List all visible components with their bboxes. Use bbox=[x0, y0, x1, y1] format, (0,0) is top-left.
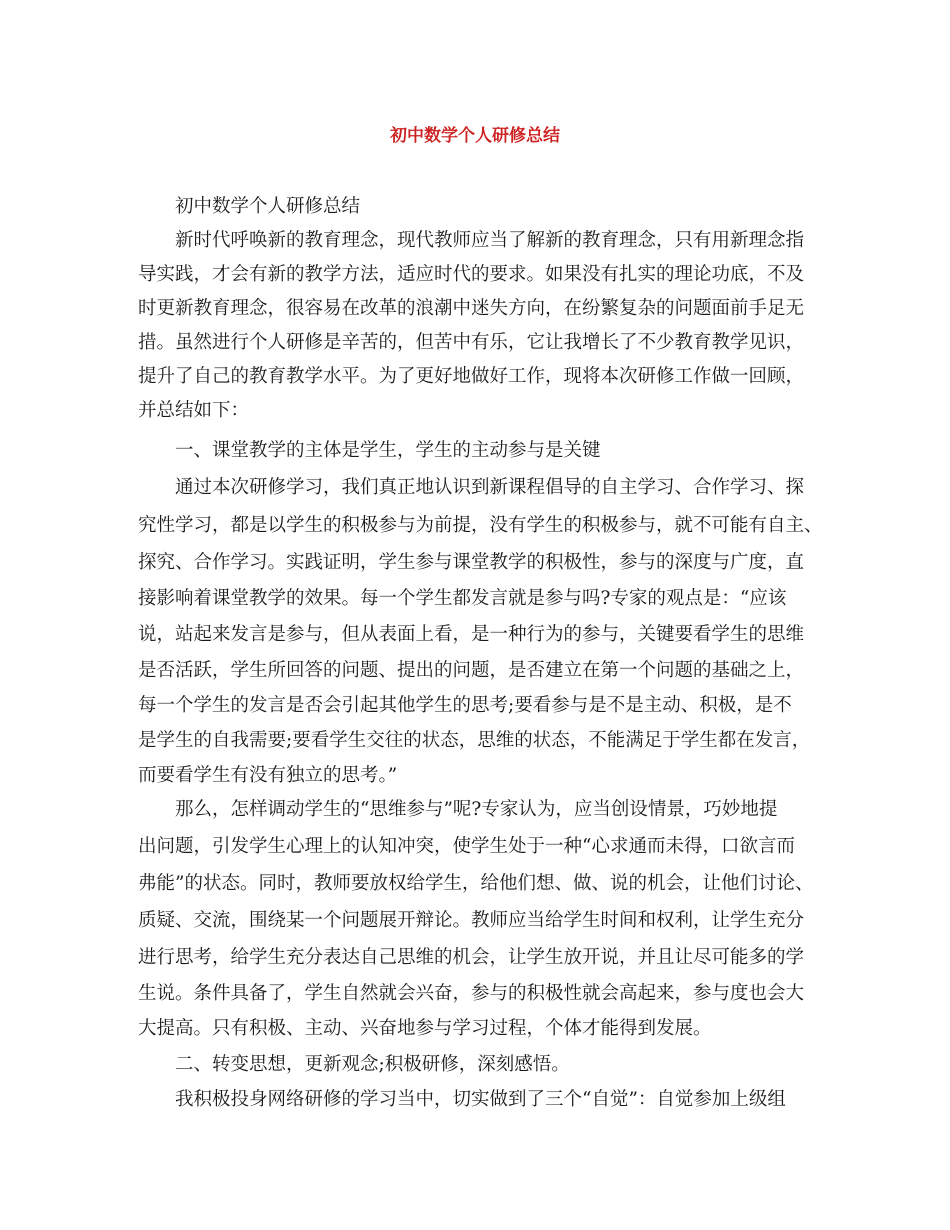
paragraph-line: 措。虽然进行个人研修是辛苦的，但苦中有乐，它让我增长了不少教育教学见识， bbox=[138, 332, 805, 353]
document-title: 初中数学个人研修总结 bbox=[390, 126, 560, 146]
paragraph-line: 那么，怎样调动学生的“思维参与”呢?专家认为，应当创设情景，巧妙地提 bbox=[175, 799, 778, 820]
section-heading: 一、课堂教学的主体是学生，学生的主动参与是关键 bbox=[175, 440, 601, 461]
paragraph-line: 提升了自己的教育教学水平。为了更好地做好工作，现将本次研修工作做一回顾， bbox=[138, 366, 805, 387]
paragraph-line: 并总结如下： bbox=[138, 400, 250, 421]
subtitle-line: 初中数学个人研修总结 bbox=[175, 196, 361, 217]
paragraph-line: 是学生的自我需要;要看学生交往的状态，思维的状态，不能满足于学生都在发言， bbox=[138, 730, 811, 751]
paragraph-line: 质疑、交流，围绕某一个问题展开辩论。教师应当给学生时间和权利，让学生充分 bbox=[138, 910, 805, 931]
paragraph-line: 探究、合作学习。实践证明，学生参与课堂教学的积极性，参与的深度与广度，直 bbox=[138, 552, 805, 573]
paragraph-line: 究性学习，都是以学生的积极参与为前提，没有学生的积极参与，就不可能有自主、 bbox=[138, 515, 823, 536]
paragraph-line: 而要看学生有没有独立的思考。” bbox=[138, 765, 398, 786]
paragraph-line: 导实践，才会有新的教学方法，适应时代的要求。如果没有扎实的理论功底，不及 bbox=[138, 264, 805, 285]
paragraph-line: 通过本次研修学习，我们真正地认识到新课程倡导的自主学习、合作学习、探 bbox=[175, 477, 805, 498]
paragraph-line: 我积极投身网络研修的学习当中，切实做到了三个“自觉”：自觉参加上级组 bbox=[175, 1089, 786, 1110]
paragraph-line: 新时代呼唤新的教育理念，现代教师应当了解新的教育理念，只有用新理念指 bbox=[175, 230, 805, 251]
paragraph-line: 说，站起来发言是参与，但从表面上看，是一种行为的参与，关键要看学生的思维 bbox=[138, 624, 805, 645]
paragraph-line: 进行思考，给学生充分表达自己思维的机会，让学生放开说，并且让尽可能多的学 bbox=[138, 947, 805, 968]
paragraph-line: 出问题，引发学生心理上的认知冲突，使学生处于一种“心求通而未得，口欲言而 bbox=[138, 836, 795, 857]
paragraph-line: 生说。条件具备了，学生自然就会兴奋，参与的积极性就会高起来，参与度也会大 bbox=[138, 983, 805, 1004]
paragraph-line: 时更新教育理念，很容易在改革的浪潮中迷失方向，在纷繁复杂的问题面前手足无 bbox=[138, 298, 805, 319]
paragraph-line: 大提高。只有积极、主动、兴奋地参与学习过程，个体才能得到发展。 bbox=[138, 1018, 712, 1039]
paragraph-line: 接影响着课堂教学的效果。每一个学生都发言就是参与吗?专家的观点是：“应该 bbox=[138, 588, 787, 609]
section-heading: 二、转变思想，更新观念;积极研修，深刻感悟。 bbox=[175, 1054, 570, 1075]
paragraph-line: 每一个学生的发言是否会引起其他学生的思考;要看参与是不是主动、积极，是不 bbox=[138, 695, 792, 716]
paragraph-line: 是否活跃，学生所回答的问题、提出的问题，是否建立在第一个问题的基础之上， bbox=[138, 660, 805, 681]
paragraph-line: 弗能”的状态。同时，教师要放权给学生，给他们想、做、说的机会，让他们讨论、 bbox=[138, 873, 814, 894]
